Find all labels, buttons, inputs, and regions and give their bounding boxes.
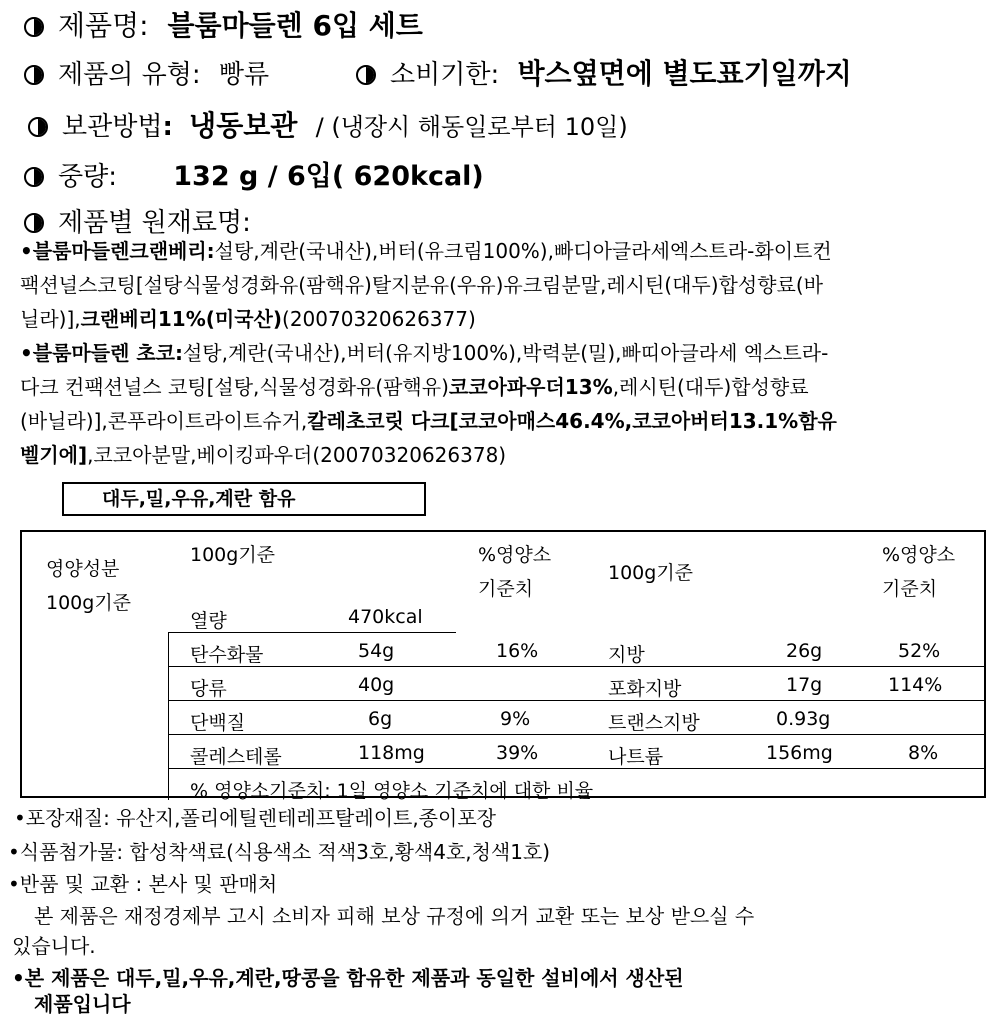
ingredients-label: 제품별 원재료명: [58, 208, 251, 238]
nutrient-name: 단백질 [190, 712, 246, 734]
product-type-label: 제품의 유형: [58, 60, 201, 90]
nutrition-table [20, 530, 986, 802]
divider [168, 734, 986, 735]
nutrient-value: 54g [358, 640, 395, 662]
col-dv-left-1: %영양소 [478, 544, 552, 566]
returns-policy: •반품 및 교환 : 본사 및 판매처 [8, 872, 278, 896]
nutrient-dv: 16% [496, 640, 539, 662]
divider [168, 632, 169, 800]
product-name-label: 제품명: [58, 9, 149, 42]
nutrient-name: 탄수화물 [190, 644, 264, 666]
cranberry-line-2: 팩션널스코팅[설탕식물성경화유(팜핵유)탈지분유(우유)유크림분말,레시틴(대두)합성향료(바 [20, 273, 823, 297]
nutrient-value: 156mg [766, 742, 833, 764]
choco-line-2c: ,레시틴(대두)합성향료 [612, 375, 809, 399]
nutrient-name: 당류 [190, 678, 227, 700]
weight-value: 132 g / 6입( 620kcal) [173, 161, 484, 192]
storage-value: 냉동보관 [189, 109, 298, 142]
half-circle-bullet-icon [24, 65, 44, 85]
cranberry-report-no: (20070320626377) [282, 307, 476, 331]
nutrient-dv: 39% [496, 742, 539, 764]
choco-line-4b: ,코코아분말,베이킹파우더(20070320626378) [87, 443, 507, 467]
nutrient-dv: 114% [888, 674, 943, 696]
allergen-box: 대두,밀,우유,계란 함유 [62, 482, 426, 516]
half-circle-bullet-icon [24, 167, 44, 187]
weight-line [24, 154, 484, 193]
nutrient-name: 포화지방 [608, 678, 682, 700]
choco-line-3a: (바닐라)],콘푸라이트라이트슈거, [20, 409, 308, 433]
nutrient-name: 트랜스지방 [608, 712, 700, 734]
nutrition-footnote: % 영양소기준치: 1일 영양소 기준치에 대한 비율 [190, 780, 594, 802]
product-name: 블룸마들렌 6입 세트 [167, 9, 423, 42]
col-dv-left-2: 기준치 [478, 578, 534, 600]
col-dv-right-2: 기준치 [882, 578, 938, 600]
cranberry-percent: 크랜베리11%(미국산) [80, 307, 283, 331]
nutrient-value: 6g [368, 708, 393, 730]
nutrient-dv: 9% [500, 708, 531, 730]
half-circle-bullet-icon [24, 17, 44, 37]
nutrition-label-2: 100g기준 [46, 592, 132, 614]
choco-line-2a: 다크 컨팩션널스 코팅[설탕,식물성경화유(팜핵유) [20, 375, 449, 399]
nutrient-value: 0.93g [776, 708, 831, 730]
choco-ingredients [20, 336, 980, 472]
half-circle-bullet-icon [356, 65, 376, 85]
nutrient-value: 26g [786, 640, 823, 662]
storage-colon: : [162, 112, 173, 142]
storage-line [28, 104, 628, 144]
choco-line-1: 설탕,계란(국내산),버터(유지방100%),박력분(밀),빠띠아글라세 엑스트라- [182, 341, 829, 365]
col-basis-right: 100g기준 [608, 562, 694, 584]
expiry-line [356, 52, 852, 92]
col-dv-right-1: %영양소 [882, 544, 956, 566]
weight-label: 중량: [58, 162, 117, 192]
nutrition-label-1: 영양성분 [46, 558, 120, 580]
calories-value: 470kcal [348, 606, 423, 628]
cranberry-line-3a: 닐라)], [20, 307, 81, 331]
col-basis-left: 100g기준 [190, 544, 276, 566]
calories-name: 열량 [190, 610, 227, 632]
cranberry-title: •블룸마들렌크랜베리: [20, 239, 215, 263]
nutrient-name: 지방 [608, 644, 645, 666]
choco-cocoa-powder: 코코아파우더13% [448, 375, 613, 399]
storage-label: 보관방법 [62, 112, 163, 142]
divider [168, 768, 986, 769]
cross-contamination-notice-2: 제품입니다 [34, 992, 131, 1016]
choco-origin: 벨기에] [20, 443, 88, 467]
choco-dark-chocolate: 칼레초코릿 다크[코코아매스46.4%,코코아버터13.1%함유 [307, 409, 837, 433]
product-type-line [24, 54, 269, 91]
cranberry-line-1: 설탕,계란(국내산),버터(유크림100%),빠디아글라세엑스트라-화이트컨 [214, 239, 832, 263]
nutrient-dv: 8% [908, 742, 939, 764]
returns-detail-1: 본 제품은 재정경제부 고시 소비자 피해 보상 규정에 의거 교환 또는 보상 받으실 수 [34, 904, 755, 928]
packaging-material: •포장재질: 유산지,폴리에틸렌테레프탈레이트,종이포장 [14, 806, 496, 830]
product-type: 빵류 [218, 60, 270, 90]
storage-note: / (냉장시 해동일로부터 10일) [315, 113, 628, 141]
cranberry-ingredients [20, 234, 980, 336]
nutrient-value: 40g [358, 674, 395, 696]
nutrient-name: 콜레스테롤 [190, 746, 282, 768]
nutrient-value: 17g [786, 674, 823, 696]
cross-contamination-notice: •본 제품은 대두,밀,우유,계란,땅콩을 함유한 제품과 동일한 설비에서 생산된 [12, 966, 684, 990]
choco-title: •블룸마들렌 초코: [20, 341, 183, 365]
divider [168, 666, 986, 667]
expiry-value: 박스옆면에 별도표기일까지 [517, 57, 852, 90]
food-additives: •식품첨가물: 합성착색료(식용색소 적색3호,황색4호,청색1호) [8, 840, 551, 864]
expiry-label: 소비기한: [390, 60, 500, 90]
nutrient-value: 118mg [358, 742, 425, 764]
divider [168, 700, 986, 701]
returns-detail-2: 있습니다. [12, 934, 96, 958]
half-circle-bullet-icon [28, 117, 48, 137]
product-name-line [24, 4, 423, 44]
nutrient-dv: 52% [898, 640, 941, 662]
nutrient-name: 나트륨 [608, 746, 664, 768]
half-circle-bullet-icon [24, 213, 44, 233]
